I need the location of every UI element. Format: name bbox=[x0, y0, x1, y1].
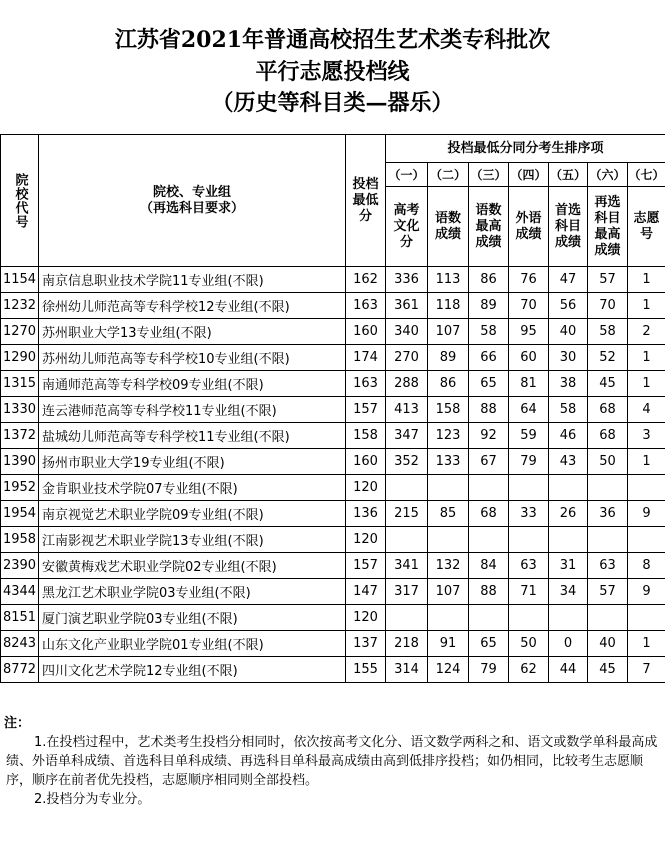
table-row bbox=[1, 267, 665, 293]
cell-score: 120 bbox=[346, 605, 386, 631]
cell-code: 4344 bbox=[1, 579, 39, 605]
cell-c4: 62 bbox=[509, 657, 549, 683]
cell-c7 bbox=[628, 527, 665, 553]
cell-name: 南京信息职业技术学院11专业组(不限) bbox=[39, 267, 346, 293]
cell-c3: 66 bbox=[469, 345, 509, 371]
cell-c5: 31 bbox=[549, 553, 588, 579]
cell-c5: 58 bbox=[549, 397, 588, 423]
cell-c7: 1 bbox=[628, 631, 665, 657]
cell-c5: 0 bbox=[549, 631, 588, 657]
header-col-label-text: 再选科目最高成绩 bbox=[594, 194, 621, 258]
cell-c1: 317 bbox=[386, 579, 428, 605]
table-row bbox=[1, 293, 665, 319]
cell-c6: 36 bbox=[588, 501, 628, 527]
cell-c1: 314 bbox=[386, 657, 428, 683]
cell-name: 金肯职业技术学院07专业组(不限) bbox=[39, 475, 346, 501]
header-min-score-label: 投档最低分 bbox=[352, 176, 379, 224]
cell-c2: 113 bbox=[428, 267, 469, 293]
cell-c4: 79 bbox=[509, 449, 549, 475]
cell-c6: 57 bbox=[588, 579, 628, 605]
cell-c4 bbox=[509, 527, 549, 553]
cell-c4: 63 bbox=[509, 553, 549, 579]
cell-c3 bbox=[469, 527, 509, 553]
cell-c7 bbox=[628, 475, 665, 501]
note-2: 2.投档分为专业分。 bbox=[34, 792, 151, 807]
cell-c6: 57 bbox=[588, 267, 628, 293]
cell-score: 160 bbox=[346, 449, 386, 475]
header-code-label: 院校代号 bbox=[12, 172, 28, 229]
cell-score: 174 bbox=[346, 345, 386, 371]
cell-c4: 60 bbox=[509, 345, 549, 371]
cell-c1: 270 bbox=[386, 345, 428, 371]
cell-c3: 92 bbox=[469, 423, 509, 449]
cell-c5: 40 bbox=[549, 319, 588, 345]
cell-c2: 132 bbox=[428, 553, 469, 579]
cell-c7: 7 bbox=[628, 657, 665, 683]
cell-c3: 68 bbox=[469, 501, 509, 527]
cell-name: 江南影视艺术职业学院13专业组(不限) bbox=[39, 527, 346, 553]
table-row bbox=[1, 371, 665, 397]
cell-c5: 56 bbox=[549, 293, 588, 319]
table-row bbox=[1, 527, 665, 553]
cell-c6: 50 bbox=[588, 449, 628, 475]
cell-name: 南通师范高等专科学校09专业组(不限) bbox=[39, 371, 346, 397]
cell-code: 1154 bbox=[1, 267, 39, 293]
header-col-num: （六） bbox=[588, 163, 628, 187]
header-col-num: （一） bbox=[386, 163, 428, 187]
cell-c5 bbox=[549, 527, 588, 553]
cell-c6: 58 bbox=[588, 319, 628, 345]
cell-name: 苏州职业大学13专业组(不限) bbox=[39, 319, 346, 345]
cell-c1: 218 bbox=[386, 631, 428, 657]
header-school bbox=[39, 135, 346, 267]
cell-c1: 361 bbox=[386, 293, 428, 319]
cell-code: 1330 bbox=[1, 397, 39, 423]
cell-c1: 352 bbox=[386, 449, 428, 475]
cell-score: 158 bbox=[346, 423, 386, 449]
cell-c4: 50 bbox=[509, 631, 549, 657]
cell-c7: 9 bbox=[628, 579, 665, 605]
cell-c7: 1 bbox=[628, 345, 665, 371]
cell-score: 157 bbox=[346, 397, 386, 423]
cell-c3: 65 bbox=[469, 371, 509, 397]
cell-c1: 413 bbox=[386, 397, 428, 423]
cell-c1: 215 bbox=[386, 501, 428, 527]
cell-c5: 47 bbox=[549, 267, 588, 293]
cell-code: 1232 bbox=[1, 293, 39, 319]
cell-c1: 341 bbox=[386, 553, 428, 579]
cell-c2 bbox=[428, 605, 469, 631]
header-col-label bbox=[509, 187, 549, 267]
cell-c4: 70 bbox=[509, 293, 549, 319]
cell-code: 8243 bbox=[1, 631, 39, 657]
cell-score: 163 bbox=[346, 293, 386, 319]
cell-c5 bbox=[549, 605, 588, 631]
note-1: 1.在投档过程中，艺术类考生投档分相同时，依次按高考文化分、语文数学两科之和、语文或数学单科最高成绩、外语单科成绩、首选科目单科成绩、再选科目单科最高成绩由高到低排序投档；如仍相同，比较考生志愿顺序，顺序在前者优先投档，志愿顺序相同则全部投档。 bbox=[6, 735, 658, 788]
header-col-label-text: 语数成绩 bbox=[434, 210, 461, 242]
cell-score: 137 bbox=[346, 631, 386, 657]
cell-code: 1372 bbox=[1, 423, 39, 449]
cell-c5: 30 bbox=[549, 345, 588, 371]
header-col-label-text: 语数最高成绩 bbox=[475, 202, 502, 250]
cell-name: 黑龙江艺术职业学院03专业组(不限) bbox=[39, 579, 346, 605]
cell-c4: 95 bbox=[509, 319, 549, 345]
cell-c1: 336 bbox=[386, 267, 428, 293]
cell-c4: 81 bbox=[509, 371, 549, 397]
cell-name: 苏州幼儿师范高等专科学校10专业组(不限) bbox=[39, 345, 346, 371]
cell-c6: 68 bbox=[588, 397, 628, 423]
cell-c4: 71 bbox=[509, 579, 549, 605]
header-col-label bbox=[386, 187, 428, 267]
cell-name: 南京视觉艺术职业学院09专业组(不限) bbox=[39, 501, 346, 527]
cell-c3: 65 bbox=[469, 631, 509, 657]
cell-c3: 84 bbox=[469, 553, 509, 579]
cell-c3 bbox=[469, 475, 509, 501]
header-col-label bbox=[428, 187, 469, 267]
header-col-label bbox=[549, 187, 588, 267]
notes-heading: 注： bbox=[4, 716, 31, 731]
cell-c2: 107 bbox=[428, 319, 469, 345]
cell-score: 147 bbox=[346, 579, 386, 605]
header-school-label: 院校、专业组 bbox=[152, 184, 231, 200]
table-row bbox=[1, 423, 665, 449]
cell-name: 山东文化产业职业学院01专业组(不限) bbox=[39, 631, 346, 657]
cell-c2: 85 bbox=[428, 501, 469, 527]
cell-c7: 4 bbox=[628, 397, 665, 423]
header-col-label-text: 志愿号 bbox=[633, 210, 660, 242]
cell-score: 120 bbox=[346, 475, 386, 501]
table-row bbox=[1, 475, 665, 501]
table-row bbox=[1, 319, 665, 345]
cell-c2 bbox=[428, 475, 469, 501]
cell-c3: 88 bbox=[469, 579, 509, 605]
table-row bbox=[1, 579, 665, 605]
cell-c1: 347 bbox=[386, 423, 428, 449]
cell-c7 bbox=[628, 605, 665, 631]
cell-code: 1952 bbox=[1, 475, 39, 501]
cell-c3: 79 bbox=[469, 657, 509, 683]
cell-c5: 43 bbox=[549, 449, 588, 475]
cell-c4: 59 bbox=[509, 423, 549, 449]
header-col-label-text: 首选科目成绩 bbox=[554, 202, 581, 250]
title-line-2: 平行志愿投档线 bbox=[255, 59, 410, 85]
cell-code: 1958 bbox=[1, 527, 39, 553]
cell-c6: 40 bbox=[588, 631, 628, 657]
cell-score: 163 bbox=[346, 371, 386, 397]
title-line-1: 江苏省2021年普通高校招生艺术类专科批次 bbox=[114, 27, 551, 53]
cell-code: 1290 bbox=[1, 345, 39, 371]
cell-c4 bbox=[509, 605, 549, 631]
header-min-score bbox=[346, 135, 386, 267]
title-line-3: （历史等科目类—器乐） bbox=[211, 90, 454, 116]
cell-c1 bbox=[386, 527, 428, 553]
cell-c3 bbox=[469, 605, 509, 631]
table-row bbox=[1, 397, 665, 423]
cell-c2 bbox=[428, 527, 469, 553]
cell-c2: 86 bbox=[428, 371, 469, 397]
header-col-label bbox=[628, 187, 665, 267]
notes-section bbox=[0, 714, 665, 809]
cell-c2: 107 bbox=[428, 579, 469, 605]
header-col-num: （二） bbox=[428, 163, 469, 187]
cell-c2: 124 bbox=[428, 657, 469, 683]
cell-name: 盐城幼儿师范高等专科学校11专业组(不限) bbox=[39, 423, 346, 449]
cell-c1: 288 bbox=[386, 371, 428, 397]
header-col-num: （五） bbox=[549, 163, 588, 187]
cell-c7: 1 bbox=[628, 371, 665, 397]
table-row bbox=[1, 605, 665, 631]
cell-c3: 88 bbox=[469, 397, 509, 423]
cell-c7: 1 bbox=[628, 449, 665, 475]
cell-c7: 1 bbox=[628, 267, 665, 293]
table-row bbox=[1, 345, 665, 371]
cell-c4 bbox=[509, 475, 549, 501]
cell-score: 160 bbox=[346, 319, 386, 345]
cell-c2: 118 bbox=[428, 293, 469, 319]
cell-c6 bbox=[588, 475, 628, 501]
cell-c4: 76 bbox=[509, 267, 549, 293]
cell-c3: 89 bbox=[469, 293, 509, 319]
cell-name: 四川文化艺术学院12专业组(不限) bbox=[39, 657, 346, 683]
cell-c4: 33 bbox=[509, 501, 549, 527]
cell-c5: 44 bbox=[549, 657, 588, 683]
cell-code: 1954 bbox=[1, 501, 39, 527]
cell-code: 1270 bbox=[1, 319, 39, 345]
cell-c2: 133 bbox=[428, 449, 469, 475]
cell-c1 bbox=[386, 475, 428, 501]
cell-c5: 34 bbox=[549, 579, 588, 605]
cell-c7: 9 bbox=[628, 501, 665, 527]
cell-code: 1390 bbox=[1, 449, 39, 475]
cell-c2: 158 bbox=[428, 397, 469, 423]
cell-c5: 26 bbox=[549, 501, 588, 527]
cell-c6: 45 bbox=[588, 657, 628, 683]
cell-c1 bbox=[386, 605, 428, 631]
table-row bbox=[1, 553, 665, 579]
cell-score: 136 bbox=[346, 501, 386, 527]
cell-code: 1315 bbox=[1, 371, 39, 397]
cell-score: 157 bbox=[346, 553, 386, 579]
cell-c4: 64 bbox=[509, 397, 549, 423]
table-row bbox=[1, 501, 665, 527]
cell-c6: 68 bbox=[588, 423, 628, 449]
cell-code: 8151 bbox=[1, 605, 39, 631]
table-row bbox=[1, 657, 665, 683]
cell-score: 120 bbox=[346, 527, 386, 553]
header-col-num: （三） bbox=[469, 163, 509, 187]
cell-c7: 3 bbox=[628, 423, 665, 449]
cell-c3: 67 bbox=[469, 449, 509, 475]
cell-name: 厦门演艺职业学院03专业组(不限) bbox=[39, 605, 346, 631]
cell-name: 徐州幼儿师范高等专科学校12专业组(不限) bbox=[39, 293, 346, 319]
score-table bbox=[0, 134, 665, 683]
cell-c2: 89 bbox=[428, 345, 469, 371]
cell-c7: 8 bbox=[628, 553, 665, 579]
cell-c3: 86 bbox=[469, 267, 509, 293]
cell-name: 扬州市职业大学19专业组(不限) bbox=[39, 449, 346, 475]
cell-c6: 45 bbox=[588, 371, 628, 397]
cell-c6 bbox=[588, 527, 628, 553]
header-code bbox=[1, 135, 39, 267]
header-col-label-text: 外语成绩 bbox=[515, 210, 542, 242]
cell-c6: 52 bbox=[588, 345, 628, 371]
cell-code: 8772 bbox=[1, 657, 39, 683]
cell-c1: 340 bbox=[386, 319, 428, 345]
cell-name: 安徽黄梅戏艺术职业学院02专业组(不限) bbox=[39, 553, 346, 579]
header-col-num: （四） bbox=[509, 163, 549, 187]
header-school-sub: （再选科目要求） bbox=[139, 200, 244, 216]
header-col-label-text: 高考文化分 bbox=[393, 202, 420, 250]
cell-score: 155 bbox=[346, 657, 386, 683]
table-row bbox=[1, 449, 665, 475]
cell-c3: 58 bbox=[469, 319, 509, 345]
cell-c5: 46 bbox=[549, 423, 588, 449]
cell-code: 2390 bbox=[1, 553, 39, 579]
cell-name: 连云港师范高等专科学校11专业组(不限) bbox=[39, 397, 346, 423]
cell-c5: 38 bbox=[549, 371, 588, 397]
cell-c6: 63 bbox=[588, 553, 628, 579]
cell-c7: 1 bbox=[628, 293, 665, 319]
header-col-label bbox=[588, 187, 628, 267]
table-row bbox=[1, 631, 665, 657]
cell-c6: 70 bbox=[588, 293, 628, 319]
cell-c7: 2 bbox=[628, 319, 665, 345]
header-col-num: （七） bbox=[628, 163, 665, 187]
cell-c6 bbox=[588, 605, 628, 631]
cell-score: 162 bbox=[346, 267, 386, 293]
header-tiebreak: 投档最低分同分考生排序项 bbox=[386, 135, 665, 163]
cell-c5 bbox=[549, 475, 588, 501]
cell-c2: 91 bbox=[428, 631, 469, 657]
cell-c2: 123 bbox=[428, 423, 469, 449]
header-col-label bbox=[469, 187, 509, 267]
